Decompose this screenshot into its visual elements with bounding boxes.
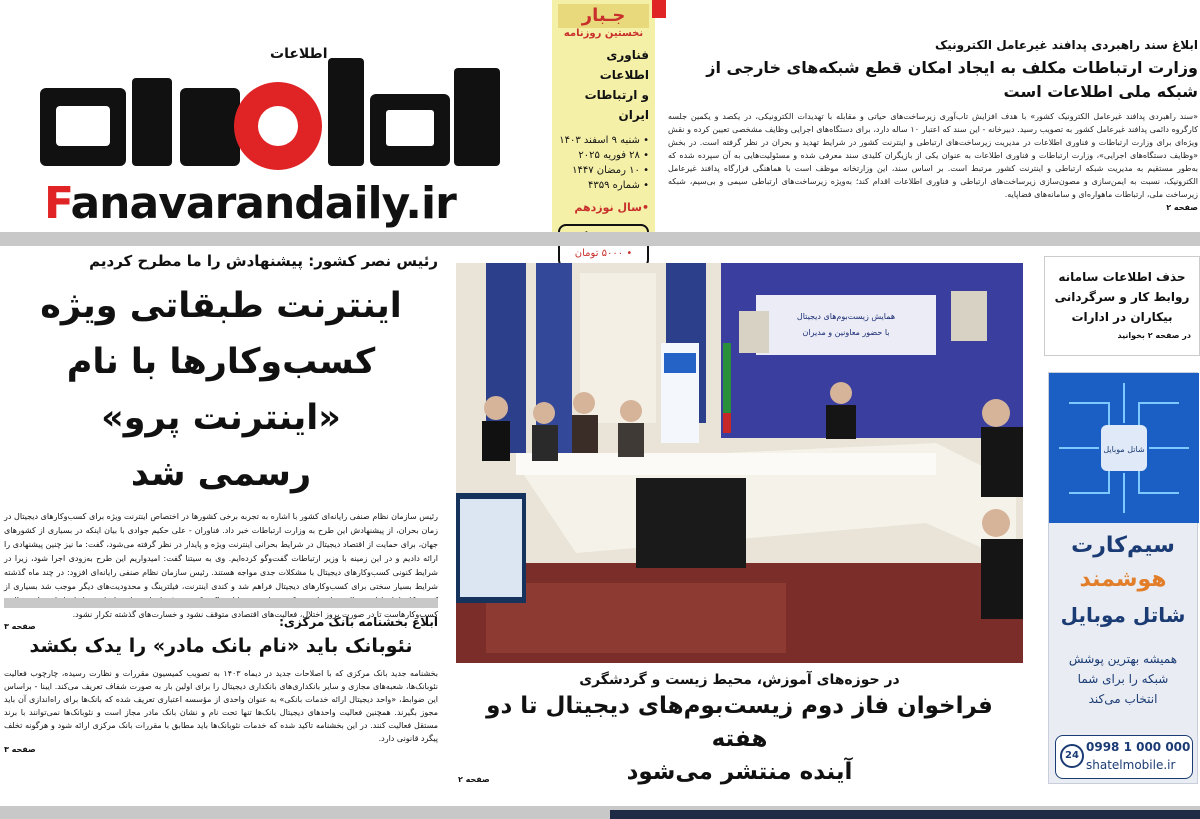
logo-wordmark-graphic [40,48,502,170]
ad-line-2: هوشمند [1079,567,1167,592]
shatel-mobile-ad[interactable] [1048,372,1198,784]
top-story-headline[interactable]: وزارت ارتباطات مکلف به ایجاد امکان قطع شبکه‌های خارجی از شبکه ملی اطلاعات است [706,58,1198,101]
sim-chip-label: شاتل موبایل [1103,445,1145,454]
volume-year: •سال نوزدهم [574,201,649,214]
dateline-brand: جـبار [558,4,649,28]
ad-line-3: شاتل موبایل [1060,603,1186,627]
sim-chip-graphic [1049,373,1199,523]
side-note-title-3: بیکاران در ادارات [1071,310,1173,324]
feature-story[interactable] [456,672,1023,784]
price: • ۵۰۰۰ تومان [574,248,633,259]
feature-headline-line-2: آینده منتشر می‌شود [626,759,853,785]
top-story-continued[interactable]: صفحه ۲ [1166,203,1198,212]
bank-continued[interactable]: صفحه ۳ [4,745,36,754]
ad-website[interactable]: shatelmobile.ir [1086,758,1176,772]
price-box [558,224,649,268]
dateline-box [552,0,655,259]
dateline-tagline: نخستین روزنامه [563,28,644,39]
logo-url-rest: anavarandaily.ir [70,178,456,229]
side-note-title-2: روابط کار و سرگردانی [1054,290,1190,304]
lead-headline[interactable] [4,278,438,502]
paper-name-line-2: و ارتباطات ایران [584,88,649,122]
bank-kicker: ابلاغ بخشنامه بانک مرکزی: [279,615,438,629]
lead-headline-line-2: کسب‌و‌کارها با نام «اینترنت پرو» [66,342,376,438]
photo-banner-line-2: با حضور معاونین و مدیران [802,328,890,337]
ad-slogan [1049,649,1197,709]
bank-story[interactable] [4,615,438,805]
feature-continued[interactable]: صفحه ۲ [458,775,490,784]
meeting-photo-illustration [456,263,1023,663]
ad-line-1: سیم‌کارت [1071,533,1175,558]
support-24-icon: 24 [1060,744,1084,768]
ad-slogan-2: شبکه را برای شما [1077,672,1169,686]
sim-chip-icon [1049,373,1199,523]
masthead [0,0,1200,259]
bank-headline[interactable]: نئوبانک باید «نام بانک مادر» را یدک بکشد [29,635,413,657]
side-note-title-1: حذف اطلاعات سامانه [1058,270,1186,284]
ad-contact-box[interactable] [1055,735,1193,779]
side-note[interactable] [1044,256,1200,356]
ad-slogan-1: همیشه بهترین پوشش [1068,652,1178,666]
feature-headline-line-1: فراخوان فاز دوم زیست‌بوم‌های دیجیتال تا دو هفته [486,693,993,752]
left-column-divider [4,598,438,608]
logo-url-text [44,178,456,229]
issue-number: • شماره ۴۳۵۹ [587,180,649,191]
ad-slogan-3: انتخاب می‌کند [1088,692,1158,706]
lead-kicker: رئیس نصر کشور: پیشنهادش را ما مطرح کردیم [89,252,438,270]
date-hijri: • ۱۰ رمضان ۱۴۴۷ [572,165,649,176]
top-story-body: «سند راهبردی پدافند غیرعامل الکترونیک کشور» با هدف افزایش تاب‌آوری زیرساخت‌های حیاتی و مقابله با تهدیدات الکترونیکی، در یکصد و یکمین جلسه کارگروه دائمی پدافند غیرعامل کشور به تصویب رسید. دبیرخانه - این سند که اعتبار ۱۰ ساله دارد، برای دستگاه‌های اجرایی وظایف مشخصی تعیین کرده و نقش ویژه‌ای برای وزارت ارتباطات و فناوری اطلاعات در مدیریت زیرساخت‌های ارتباطی و اینترنت کشور در شرایط تهدید و بحران در نظر گرفته است. در بخش «وظایف دستگاه‌های اجرایی»، وزارت ارتباطات و فناوری اطلاعات به عنوان یکی از بازیگران کلیدی سند معرفی شده و مسئولیت‌هایی به آن سپرده شده که به‌طور مستقیم به مدیریت شبکه ارتباطی و اینترنت کشور مرتبط است. بر اساس سند، این وزارتخانه موظف است با هماهنگی قرارگاه پدافند غیرعامل الکترونیک، نسبت به ایمن‌سازی و مصون‌سازی زیرساخت‌های ارتباطی و فناوری اطلاعات اقدام کند؛ به‌ویژه زیرساخت‌های ارتباطی سیمی و بی‌سیم، شبکه زیرساخت ملی، ارتباطات ماهواره‌ای و سامانه‌های فضاپایه. [668,112,1198,199]
top-story-kicker: ابلاغ سند راهبردی پدافند غیرعامل الکترونیک [934,38,1198,52]
top-story[interactable] [668,38,1198,228]
date-gregorian: • ۲۸ فوریه ۲۰۲۵ [578,150,649,161]
bank-body: بخشنامه جدید بانک مرکزی که با اصلاحات جدید در دیماه ۱۴۰۳ به تصویب کمیسیون مقررات و نظارت رسیده، چارچوب فعالیت نئوبانک‌ها، شعبه‌های مجازی و سایر بانکداری‌های بانکداری دیجیتال را برای اولین بار به صورت شفاف تعریف می‌کند. ایبنا - براساس این ضوابط، «واحد دیجیتال ارائه خدمات بانکی» به عنوان واحدی از مؤسسه اعتباری تعریف شده که بانک‌ها برای راه‌اندازی آن باید مجوز بگیرند. همچنین فعالیت واحدهای دیجیتال بانک‌ها تنها تحت نام و نشان بانک مادر مجاز است و نئوبانک‌ها نمی‌توانند با برند مستقل فعالیت کنند. در این بخشنامه تاکید شده که خدمات نئوبانک‌ها باید مطابق با مقررات بانک مرکزی ارائه شود و هرگونه تخلف پیگرد قانونی دارد. [4,669,438,743]
red-corner-mark [652,0,666,18]
masthead-divider [0,232,1200,246]
footer-dark-strip [610,810,1200,819]
issue-dates [558,133,649,193]
photo-banner-line-1: همایش زیست‌بوم‌های دیجیتال [796,312,896,321]
meeting-photo[interactable] [456,263,1023,663]
lead-headline-line-1: اینترنت طبقاتی ویژه [40,286,402,326]
logo-url-initial: F [44,178,71,229]
paper-name-line-1: فناوری اطلاعات [599,48,649,82]
feature-kicker: در حوزه‌های آموزش، محیط زیست و گردشگری [579,672,900,688]
lead-body: رئیس سازمان نظام صنفی رایانه‌ای کشور با اشاره به تجربه برخی کشورها در اختصاص اینترنت ویژه برای کسب‌و‌کارهای دیجیتال در زمان بحران، از پیشنهادش این طرح به وزارت ارتباطات خبر داد. فناوران - علی حکیم جوادی با بیان اینکه در بسیاری از کشورهای جهان، برای حمایت از اقتصاد دیجیتال در شرایط بحرانی اینترنت ویژه و پایدار در نظر گرفته می‌شود، گفت: ما نیز چنین پیشنهادی را ارائه دادیم و در این زمینه با وزیر ارتباطات گفت‌وگو کرده‌ایم. وی به سیتنا گفت: امیدواریم این طرح به‌زودی اجرا شود، زیرا در شرایط کنونی کسب‌و‌کارهای دیجیتال با مشکلات جدی مواجه هستند. رئیس سازمان نظام صنفی رایانه‌ای افزود: در چند ماه گذشته شرایط بسیار سختی برای کسب‌و‌کارهای دیجیتال فراهم شد و کندی اینترنت، فیلترینگ و محدودیت‌های دیگر موجب شد بسیاری از کسب‌و‌کارهاست تا در صورت بروز اختلال، فعالیت‌های اقتصادی متوقف نشود و خسارت‌های گذشته تکرار نشود. [4,512,438,619]
newspaper-logo[interactable] [40,28,510,229]
logo-small-caption: اطلاعات [270,46,328,62]
lead-continued[interactable]: صفحه ۳ [4,622,36,631]
side-note-continued[interactable]: در صفحه ۲ بخوانید [1117,331,1191,340]
lead-headline-line-3: رسمی شد [130,454,312,494]
feature-headline[interactable] [456,690,1023,789]
ad-phone-number[interactable]: 0998 1 000 000 [1086,740,1191,754]
date-persian: • شنبه ۹ اسفند ۱۴۰۳ [559,135,649,146]
